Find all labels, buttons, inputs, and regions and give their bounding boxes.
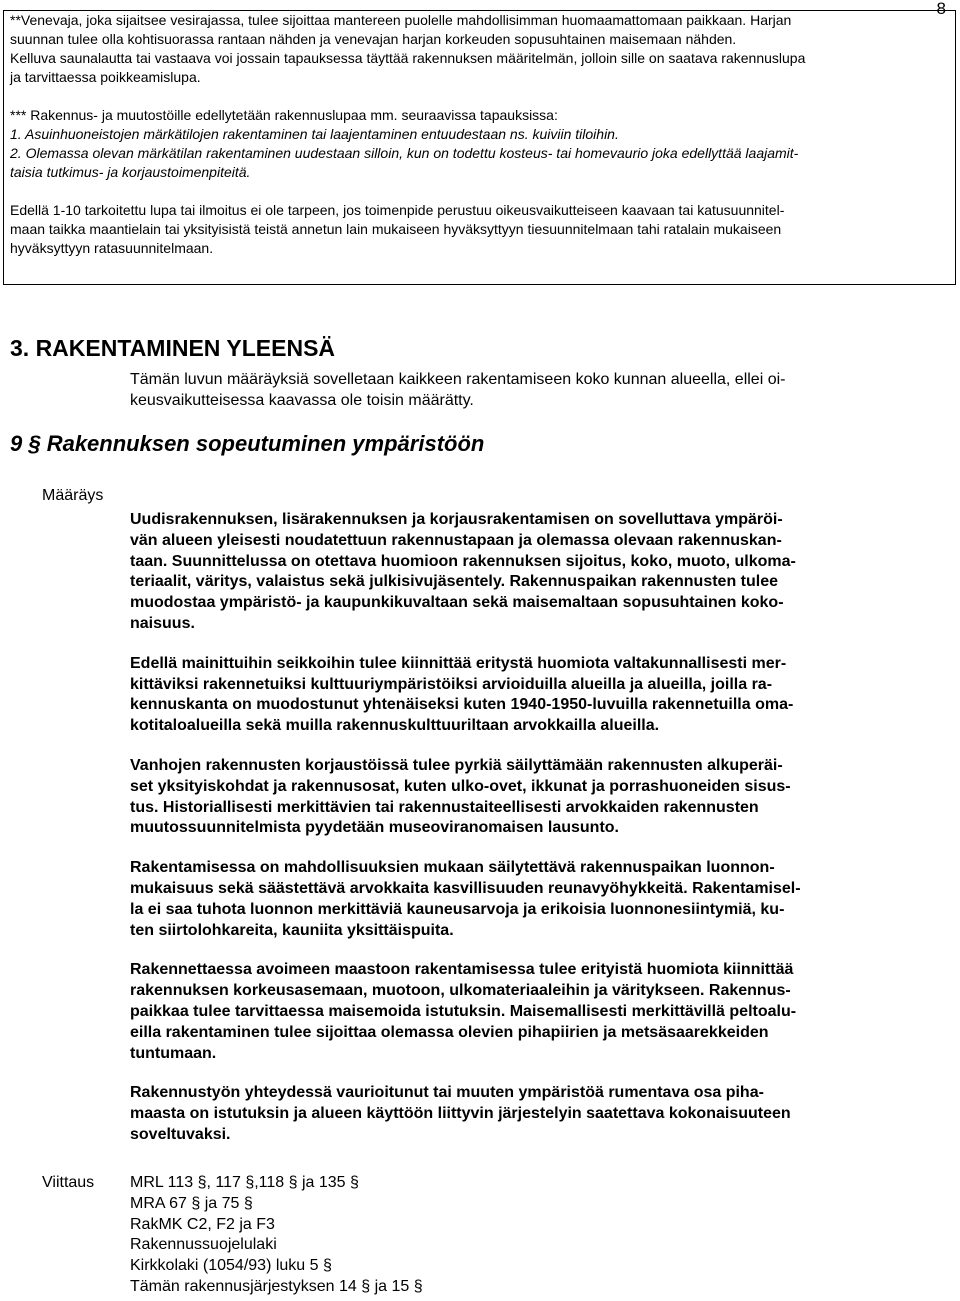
- reference-item: Rakennussuojelulaki: [130, 1236, 277, 1254]
- reference-item: MRL 113 §, 117 §,118 § ja 135 §: [130, 1174, 359, 1191]
- regulation-paragraph: Edellä mainittuihin seikkoihin tulee kiinnittää eritystä huomiota valtakunnallisesti mer- kittäviksi rakennetuiksi kulttuuriympäristöiksi arvioiduilla alueilla ja alueilla, joilla ra- kennuskanta on muodostunut yhtenäiseksi kuten 1940-1950-luvuilla rakennetuilla oma- kotitaloalueilla sekä muilla rakennuskulttuuriltaan arvokkailla alueilla.: [130, 654, 794, 735]
- paragraph-heading: 9 § Rakennuksen sopeutuminen ympäristöön: [10, 431, 485, 456]
- reference-item: MRA 67 § ja 75 §: [130, 1194, 253, 1212]
- permit-case-2-line: taisia tutkimus- ja korjaustoimenpiteitä.: [10, 164, 251, 180]
- section-heading: 3. RAKENTAMINEN YLEENSÄ: [10, 335, 336, 361]
- closing-line: maan taikka maantielain tai yksityisistä teistä annetun lain mukaiseen hyväksyttyyn tiesuunnitelmaan tahi ratalain mukaiseen: [10, 221, 782, 237]
- reference-item: Tämän rakennusjärjestyksen 14 § ja 15 §: [130, 1277, 423, 1295]
- reference-item: Kirkkolaki (1054/93) luku 5 §: [130, 1257, 332, 1275]
- boxed-note: [3, 10, 956, 285]
- regulation-label: Määräys: [42, 487, 104, 504]
- regulation-paragraph: Uudisrakennuksen, lisärakennuksen ja korjausrakentamisen on sovelluttava ympäröi- vän alueen yleisesti noudatettuun rakennustapaan ja olemassa olevaan rakennuskan- taan. Suunnittelussa on otettava huomioon rakennuksen sijoitus, koko, muoto, ulkoma- teriaalit, väritys, valaistus sekä julkisivujäsentely. Rakennuspaikan rakennusten tulee muodostaa ympäristö- ja kaupunkikuvaltaan sekä maisemaltaan sopusuhtainen koko- naisuus.: [130, 511, 796, 632]
- intro-line: Tämän luvun määräyksiä sovelletaan kaikkeen rakentamiseen koko kunnan alueella, ellei oi-: [130, 371, 786, 388]
- note-line: suunnan tulee olla kohtisuorassa rantaan nähden ja venevajan harjan korkeuden sopusuhtainen maisemaan nähden.: [10, 31, 737, 47]
- section-intro: [130, 369, 890, 411]
- page-number: 8: [936, 0, 946, 18]
- closing-line: hyväksyttyyn ratasuunnitelmaan.: [10, 240, 214, 256]
- note-line: Kelluva saunalautta tai vastaava voi jossain tapauksessa täyttää rakennuksen määritelmän, jolloin sille on saatava rakennuslupa: [10, 50, 806, 66]
- intro-line: keusvaikutteisessa kaavassa ole toisin määrätty.: [130, 392, 474, 409]
- regulation-paragraph: Rakennettaessa avoimeen maastoon rakentamisessa tulee erityistä huomiota kiinnittää rakennuksen korkeusasemaan, muotoon, ulkomateriaaleihin ja väritykseen. Rakennus- paikkaa tulee tarvittaessa maisemoida istutuksin. Maisemallisesti merkittävillä peltoalu- eilla rakentaminen tulee sijoittaa olemassa olevien pihapiirien ja metsäsaarekkeiden tuntumaan.: [130, 961, 797, 1062]
- note-line: ja tarvittaessa poikkeamislupa.: [10, 69, 201, 85]
- regulation-paragraph: Rakentamisessa on mahdollisuuksien mukaan säilytettävä rakennuspaikan luonnon- mukaisuus sekä säästettävä arvokkaita kasvillisuuden reunavyöhykkeitä. Rakentamisel- la ei saa tuhota luonnon merkittäviä kauneusarvoja ja erikoisia luonnonesiintymiä, ku- ten siirtolohkareita, kauniita yksittäispuita.: [130, 859, 801, 939]
- closing-line: Edellä 1-10 tarkoitettu lupa tai ilmoitus ei ole tarpeen, jos toimenpide perustuu oikeusvaikutteiseen kaavaan tai katusuunnitel-: [10, 202, 785, 218]
- permit-case-1: 1. Asuinhuoneistojen märkätilojen rakentaminen tai laajentaminen entuudestaan ns. kuiviin tiloihin.: [10, 126, 619, 142]
- regulation-paragraph: Rakennustyön yhteydessä vaurioitunut tai muuten ympäristöä rumentava osa piha- maasta on istutuksin ja alueen käyttöön liittyvin järjestelyin saatettava kokonaisuuteen soveltuvaksi.: [130, 1084, 791, 1143]
- permit-case-2-line: 2. Olemassa olevan märkätilan rakentaminen uudestaan silloin, kun on todettu kosteus- tai homevaurio joka edellyttää laajamit-: [10, 145, 799, 161]
- permit-intro: *** Rakennus- ja muutostöille edellytetään rakennuslupaa mm. seuraavissa tapauksissa:: [10, 107, 558, 123]
- reference-list: [130, 1173, 423, 1298]
- reference-item: RakMK C2, F2 ja F3: [130, 1215, 275, 1233]
- regulation-paragraph: Vanhojen rakennusten korjaustöissä tulee pyrkiä säilyttämään rakennusten alkuperäi- set yksityiskohdat ja rakennusosat, kuten ulko-ovet, ikkunat ja porrashuoneiden sisus- tus. Historiallisesti merkittävien tai rakennustaiteellisesti arvokkaiden rakennusten muutossuunnitelmista pyydetään museoviranomaisen lausunto.: [130, 756, 791, 837]
- note-line: **Venevaja, joka sijaitsee vesirajassa, tulee sijoittaa mantereen puolelle mahdollisimman huomaamattomaan paikkaan. Harjan: [10, 12, 792, 28]
- reference-label: Viittaus: [42, 1174, 95, 1191]
- regulation-text: [130, 510, 890, 1165]
